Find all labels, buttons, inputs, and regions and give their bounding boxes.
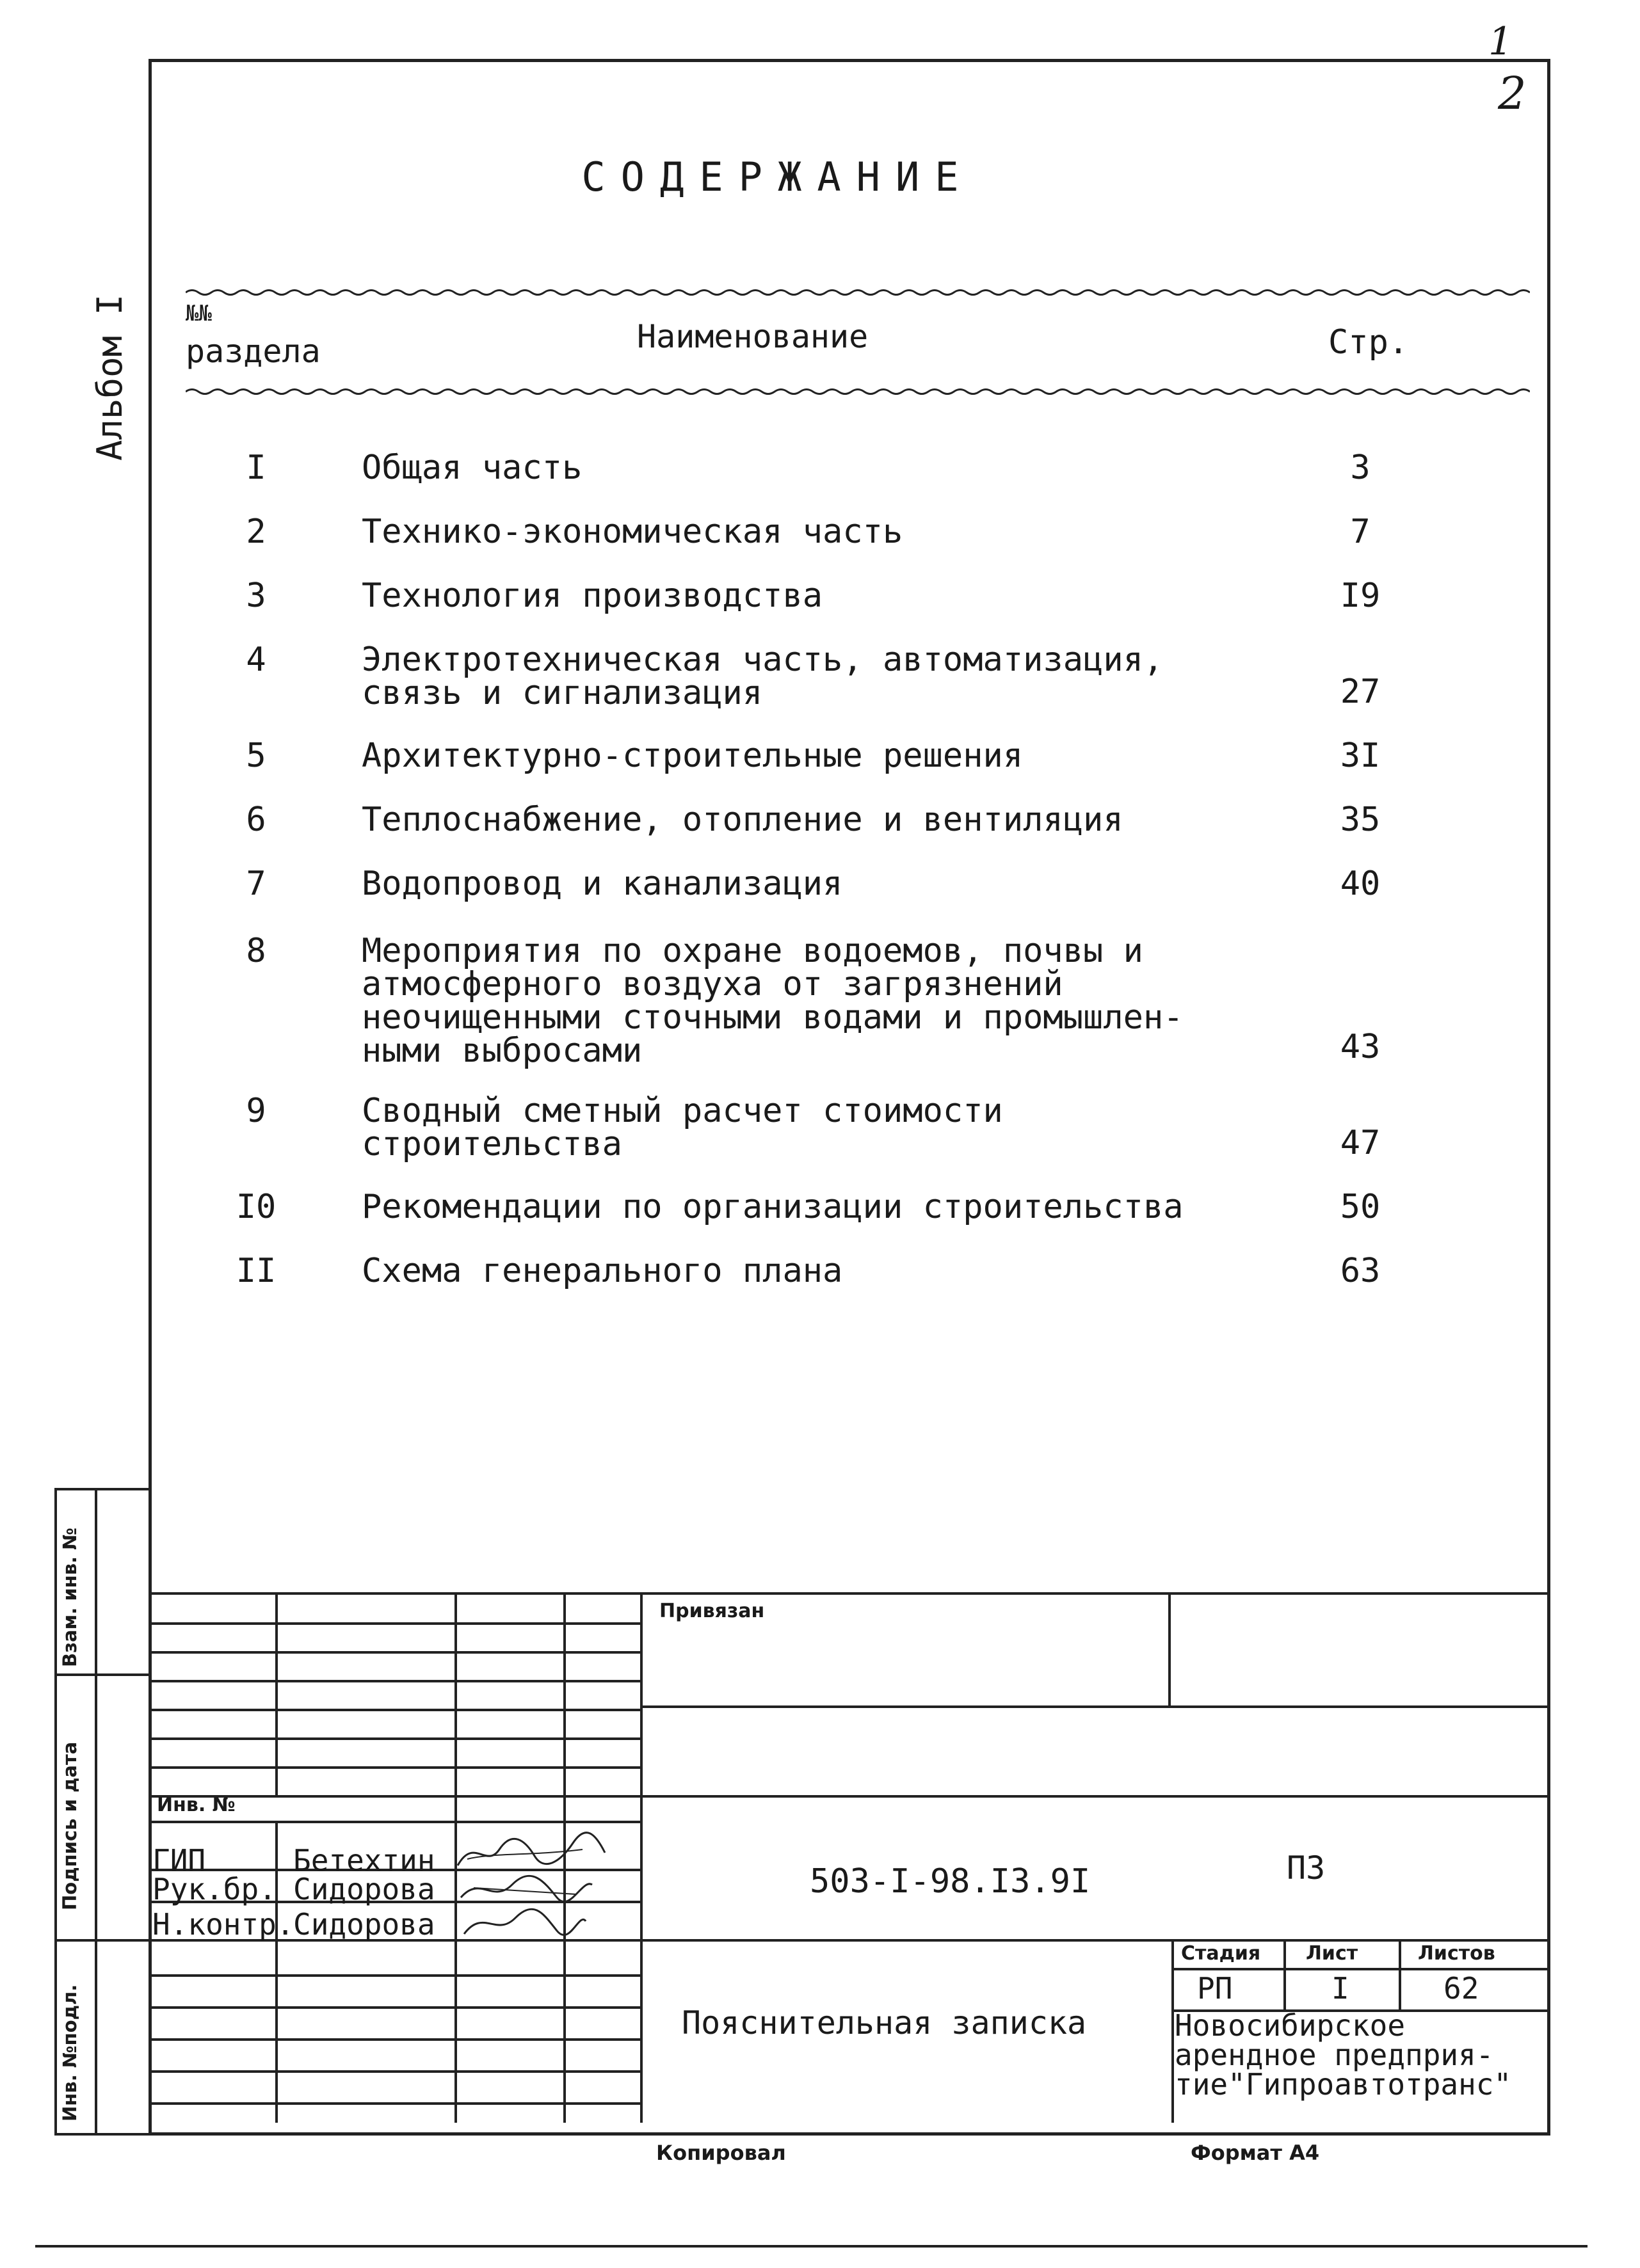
- toc-title: Сводный сметный расчет стоимости строительства: [362, 1092, 1003, 1163]
- toc-title: Архитектурно-строительные решения: [362, 737, 1024, 775]
- footer-format: Формат А4: [1191, 2141, 1320, 2165]
- role-gip: ГИП: [152, 1843, 206, 1878]
- toc-num: II: [236, 1252, 277, 1290]
- toc-num: 7: [246, 865, 266, 903]
- toc-num: 2: [246, 513, 266, 551]
- organization: Новосибирское арендное предприя- тие"Гипроавтотранс": [1175, 2008, 1512, 2102]
- name-n-kontr: Сидорова: [293, 1907, 435, 1942]
- role-ruk-br: Рук.бр.: [152, 1872, 277, 1906]
- page-number-handwritten: 2: [1498, 67, 1527, 120]
- inv-no-label: Инв. №: [157, 1794, 236, 1816]
- toc-title: Рекомендации по организации строительства: [362, 1188, 1184, 1226]
- header-rule-bottom: [186, 387, 1530, 396]
- podpis-data-label: Подпись и дата: [59, 1741, 81, 1910]
- header-name-label: Наименование: [637, 318, 869, 355]
- page-title: СОДЕРЖАНИЕ: [581, 154, 974, 200]
- toc-page: 47: [1340, 1124, 1381, 1162]
- toc-title: Мероприятия по охране водоемов, почвы и атмосферного воздуха от загрязнений неочищенными сточными водами и промышлен- ными выбросами: [362, 932, 1184, 1070]
- vzam-inv-label: Взам. инв. №: [59, 1527, 81, 1667]
- toc-page: 35: [1340, 801, 1381, 839]
- doc-type: ПЗ: [1287, 1849, 1326, 1887]
- toc-num: I0: [236, 1188, 277, 1226]
- header-page-label: Стр.: [1328, 323, 1409, 362]
- header-num-symbol: №№: [186, 301, 212, 326]
- toc-title: Теплоснабжение, отопление и вентиляция: [362, 801, 1123, 839]
- name-gip: Бетехтин: [293, 1843, 435, 1878]
- sheet-value: I: [1331, 1971, 1349, 2006]
- stage-header: Стадия: [1181, 1942, 1261, 1965]
- toc-num: 5: [246, 737, 266, 775]
- sheet-header: Лист: [1306, 1942, 1358, 1965]
- toc-num: 6: [246, 801, 266, 839]
- toc-title: Схема генерального плана: [362, 1252, 843, 1290]
- header-num-label: раздела: [186, 333, 321, 370]
- toc-page: 7: [1350, 513, 1371, 551]
- toc-page: 27: [1340, 673, 1381, 711]
- footer-copied: Копировал: [656, 2141, 786, 2165]
- sheets-value: 62: [1443, 1971, 1479, 2006]
- toc-title: Электротехническая часть, автоматизация, связь и сигнализация: [362, 641, 1164, 712]
- outer-bottom-line: [35, 2245, 1588, 2248]
- toc-page: 3I: [1340, 737, 1381, 775]
- toc-page: 50: [1340, 1188, 1381, 1226]
- privyazan-label: Привязан: [659, 1600, 765, 1622]
- stage-value: РП: [1197, 1971, 1233, 2006]
- page-corner-scribble: 1: [1488, 19, 1513, 64]
- name-ruk-br: Сидорова: [293, 1872, 435, 1906]
- toc-title: Общая часть: [362, 449, 583, 487]
- signature-ruk-br: [454, 1869, 595, 1907]
- toc-num: 4: [246, 641, 266, 679]
- toc-num: 8: [246, 932, 266, 970]
- sheets-header: Листов: [1418, 1942, 1495, 1965]
- inv-podl-label: Инв. №подл.: [59, 1984, 81, 2121]
- toc-page: I9: [1340, 577, 1381, 615]
- toc-num: 9: [246, 1092, 266, 1130]
- toc-title: Технология производства: [362, 577, 823, 615]
- toc-page: 40: [1340, 865, 1381, 903]
- toc-page: 63: [1340, 1252, 1381, 1290]
- album-label: Альбом I: [90, 294, 130, 461]
- toc-title: Технико-экономическая часть: [362, 513, 903, 551]
- toc-num: I: [246, 449, 266, 487]
- signature-n-kontr: [461, 1902, 589, 1940]
- toc-title: Водопровод и канализация: [362, 865, 843, 903]
- role-n-kontr: Н.контр.: [152, 1907, 294, 1942]
- header-rule-top: [186, 288, 1530, 297]
- toc-page: 3: [1350, 449, 1371, 487]
- doc-title: Пояснительная записка: [682, 2004, 1087, 2041]
- toc-page: 43: [1340, 1028, 1381, 1066]
- toc-num: 3: [246, 577, 266, 615]
- doc-code: 503-I-98.I3.9I: [810, 1862, 1091, 1901]
